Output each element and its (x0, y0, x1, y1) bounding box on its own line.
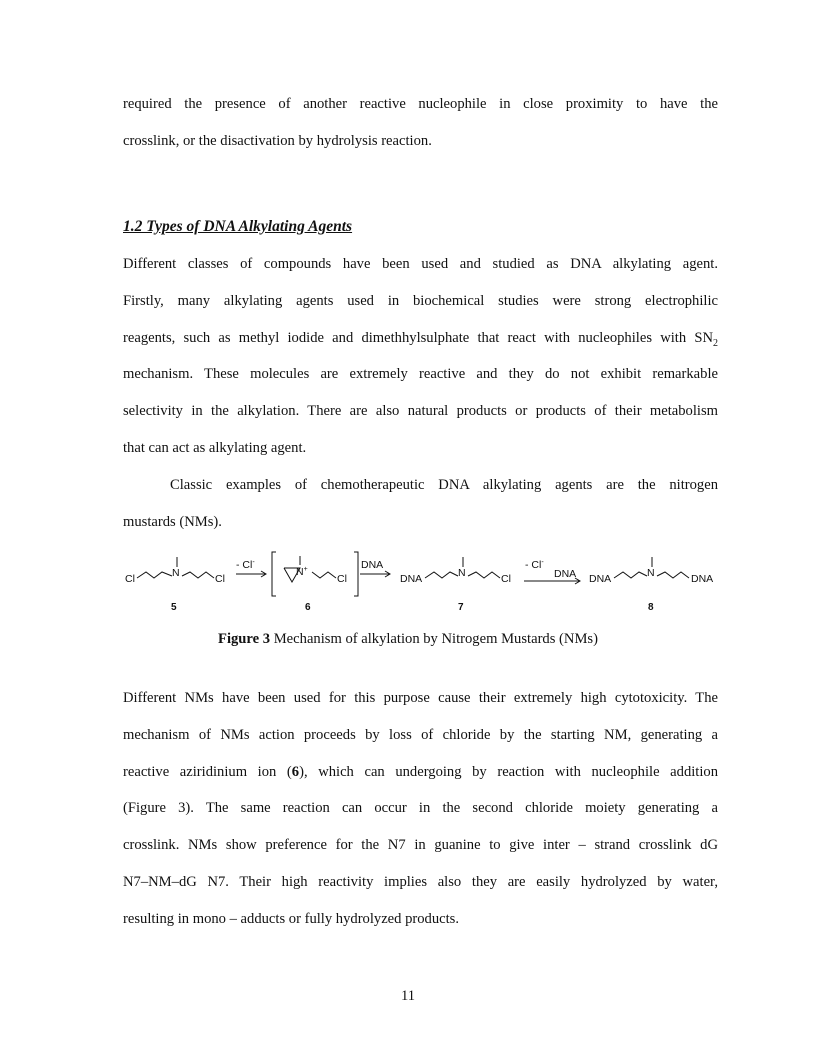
compound-5 (125, 557, 225, 613)
chlorine-label: Cl (501, 573, 511, 585)
compound-number: 7 (458, 602, 464, 613)
bond-chain (137, 572, 172, 578)
compound-6 (272, 552, 358, 613)
compound-7 (400, 557, 511, 613)
figure-caption (0, 631, 816, 648)
text-line-with-subscript (123, 320, 718, 357)
paragraph-1 (123, 86, 718, 160)
reaction-scheme-figure (120, 548, 720, 614)
text-line: mustards (NMs). (123, 513, 222, 530)
subscript: 2 (713, 337, 718, 349)
reagent-label: DNA (554, 568, 577, 580)
chlorine-label: Cl (125, 573, 135, 585)
nitrogen-label: N (172, 567, 180, 579)
text-line: N7–NM–dG N7. Their high reactivity implies also they are easily hydrolyzed by water, (123, 873, 718, 890)
text-line: resulting in mono – adducts or fully hydrolyzed products. (123, 910, 460, 927)
text-line-rest: ), which can undergoing by reaction with nucleophile addition (299, 763, 718, 780)
text-line-main: Classic examples of chemotherapeutic DNA alkylating agents are the nitrogen (170, 477, 718, 493)
nitrogen-label: N (458, 567, 466, 579)
bond-chain (468, 572, 500, 578)
paragraph-2 (123, 246, 718, 467)
text-line (123, 754, 718, 791)
reaction-arrow-2 (360, 559, 390, 577)
text-line: crosslink, or the disactivation by hydrolysis reaction. (123, 132, 432, 149)
bond-chain (614, 572, 647, 578)
chlorine-label: Cl (337, 573, 347, 585)
nitrogen-label: N (647, 567, 655, 579)
figure-caption-text: Mechanism of alkylation by Nitrogem Mustards (NMs) (270, 631, 598, 647)
compound-ref: 6 (291, 763, 300, 780)
text-line: that can act as alkylating agent. (123, 439, 307, 456)
compound-number: 6 (305, 602, 311, 613)
text-line: Different NMs have been used for this purpose cause their extremely high cytotoxicity. The (123, 690, 718, 706)
text-line: Firstly, many alkylating agents used in biochemical studies were strong electrophilic (123, 292, 718, 309)
bond-chain (312, 572, 336, 578)
dna-label: DNA (400, 573, 423, 585)
left-bracket (272, 552, 276, 596)
reaction-arrow-3 (524, 559, 580, 584)
bond-chain (425, 572, 458, 578)
right-bracket (354, 552, 358, 596)
page-number: 11 (400, 988, 416, 1004)
section-heading: 1.2 Types of DNA Alkylating Agents (123, 218, 353, 235)
reagent-label: - Cl- (525, 559, 544, 571)
text-line: (Figure 3). The same reaction can occur in the second chloride moiety generating a (123, 800, 718, 817)
paragraph-4 (123, 680, 718, 938)
bond-chain (657, 572, 689, 578)
reagent-label: DNA (361, 559, 384, 571)
paragraph-3 (123, 467, 718, 541)
text-line: selectivity in the alkylation. There are also natural products or products of their metabolism (123, 403, 718, 420)
compound-number: 5 (171, 602, 177, 613)
text-line: required the presence of another reactive nucleophile in close proximity to have the (123, 96, 718, 112)
text-line: crosslink. NMs show preference for the N7 in guanine to give inter – strand crosslink dG (123, 837, 718, 854)
reaction-arrow-1 (236, 559, 266, 577)
chlorine-label: Cl (215, 573, 225, 585)
text-line (123, 467, 718, 504)
compound-8 (589, 557, 713, 613)
bond-chain (182, 572, 214, 578)
text-line-main: reagents, such as methyl iodide and dimethhylsulphate that react with nucleophiles with SN (123, 329, 713, 346)
reagent-label: - Cl- (236, 559, 255, 571)
compound-number: 8 (648, 602, 654, 613)
text-line-main: reactive aziridinium ion ( (123, 763, 292, 780)
aziridinium-label: N+ (296, 566, 308, 578)
text-line: Different classes of compounds have been used and studied as DNA alkylating agent. (123, 256, 718, 272)
text-line: mechanism. These molecules are extremely reactive and they do not exhibit remarkable (123, 366, 718, 383)
text-line: mechanism of NMs action proceeds by loss of chloride by the starting NM, generating a (123, 726, 718, 743)
dna-label: DNA (589, 573, 612, 585)
dna-label: DNA (691, 573, 714, 585)
figure-caption-label: Figure 3 (218, 631, 271, 647)
